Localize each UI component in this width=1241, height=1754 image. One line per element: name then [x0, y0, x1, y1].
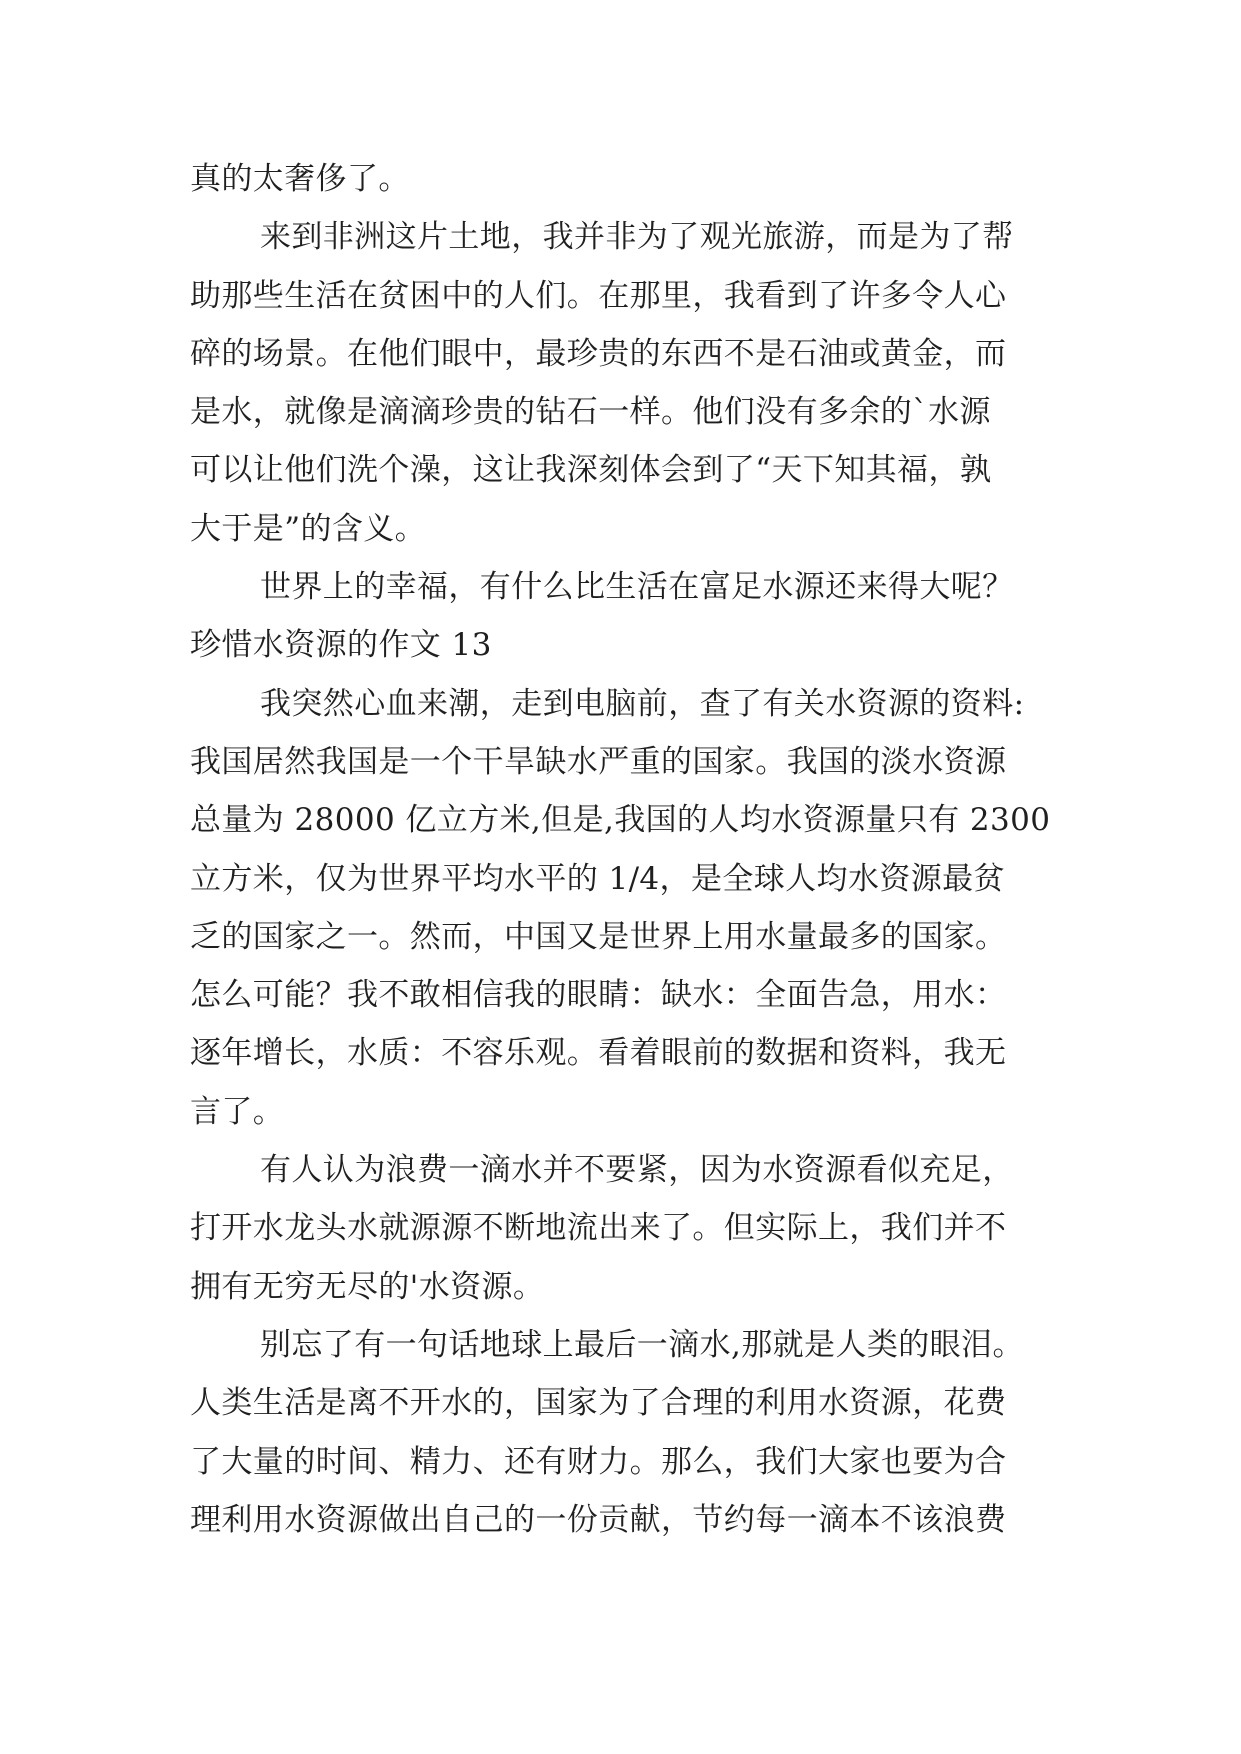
text-line: 可以让他们洗个澡，这让我深刻体会到了“天下知其福，孰 [190, 452, 992, 489]
text-line: 言了。 [190, 1093, 285, 1130]
text-line: 打开水龙头水就源源不断地流出来了。但实际上，我们并不 [190, 1210, 1007, 1247]
text-line: 总量为 28000 亿立方米,但是,我国的人均水资源量只有 2300 [190, 802, 1051, 839]
text-line: 碎的场景。在他们眼中，最珍贵的东西不是石油或黄金，而 [190, 335, 1007, 372]
text-line: 逐年增长，水质：不容乐观。看着眼前的数据和资料，我无 [190, 1035, 1007, 1072]
text-line: 大于是”的含义。 [190, 510, 427, 547]
paragraph-start-line: 我突然心血来潮，走到电脑前，查了有关水资源的资料: [260, 685, 1025, 722]
text-line: 助那些生活在贫困中的人们。在那里，我看到了许多令人心 [190, 277, 1007, 314]
text-line: 人类生活是离不开水的，国家为了合理的利用水资源，花费 [190, 1385, 1007, 1422]
text-line: 是水，就像是滴滴珍贵的钻石一样。他们没有多余的`水源 [190, 394, 991, 431]
text-line: 了大量的时间、精力、还有财力。那么，我们大家也要为合 [190, 1443, 1007, 1480]
text-line: 理利用水资源做出自己的一份贡献，节约每一滴本不该浪费 [190, 1501, 1007, 1538]
text-line: 立方米，仅为世界平均水平的 1/4，是全球人均水资源最贫 [190, 860, 1005, 897]
text-line: 拥有无穷无尽的'水资源。 [190, 1268, 545, 1305]
document-body [190, 150, 1050, 1549]
text-line: 乏的国家之一。然而，中国又是世界上用水量最多的国家。 [190, 918, 1007, 955]
text-line: 我国居然我国是一个干旱缺水严重的国家。我国的淡水资源 [190, 743, 1007, 780]
paragraph-start-line: 有人认为浪费一滴水并不要紧，因为水资源看似充足， [260, 1152, 1014, 1189]
paragraph-start-line: 来到非洲这片土地，我并非为了观光旅游，而是为了帮 [260, 219, 1014, 256]
text-line: 怎么可能？我不敢相信我的眼睛：缺水：全面告急，用水： [190, 977, 1007, 1014]
text-line: 真的太奢侈了。 [190, 161, 410, 197]
section-heading: 珍惜水资源的作文 13 [190, 627, 492, 664]
paragraph-start-line: 别忘了有一句话地球上最后一滴水,那就是人类的眼泪。 [260, 1326, 1024, 1363]
paragraph-start-line: 世界上的幸福，有什么比生活在富足水源还来得大呢？ [260, 569, 1014, 606]
